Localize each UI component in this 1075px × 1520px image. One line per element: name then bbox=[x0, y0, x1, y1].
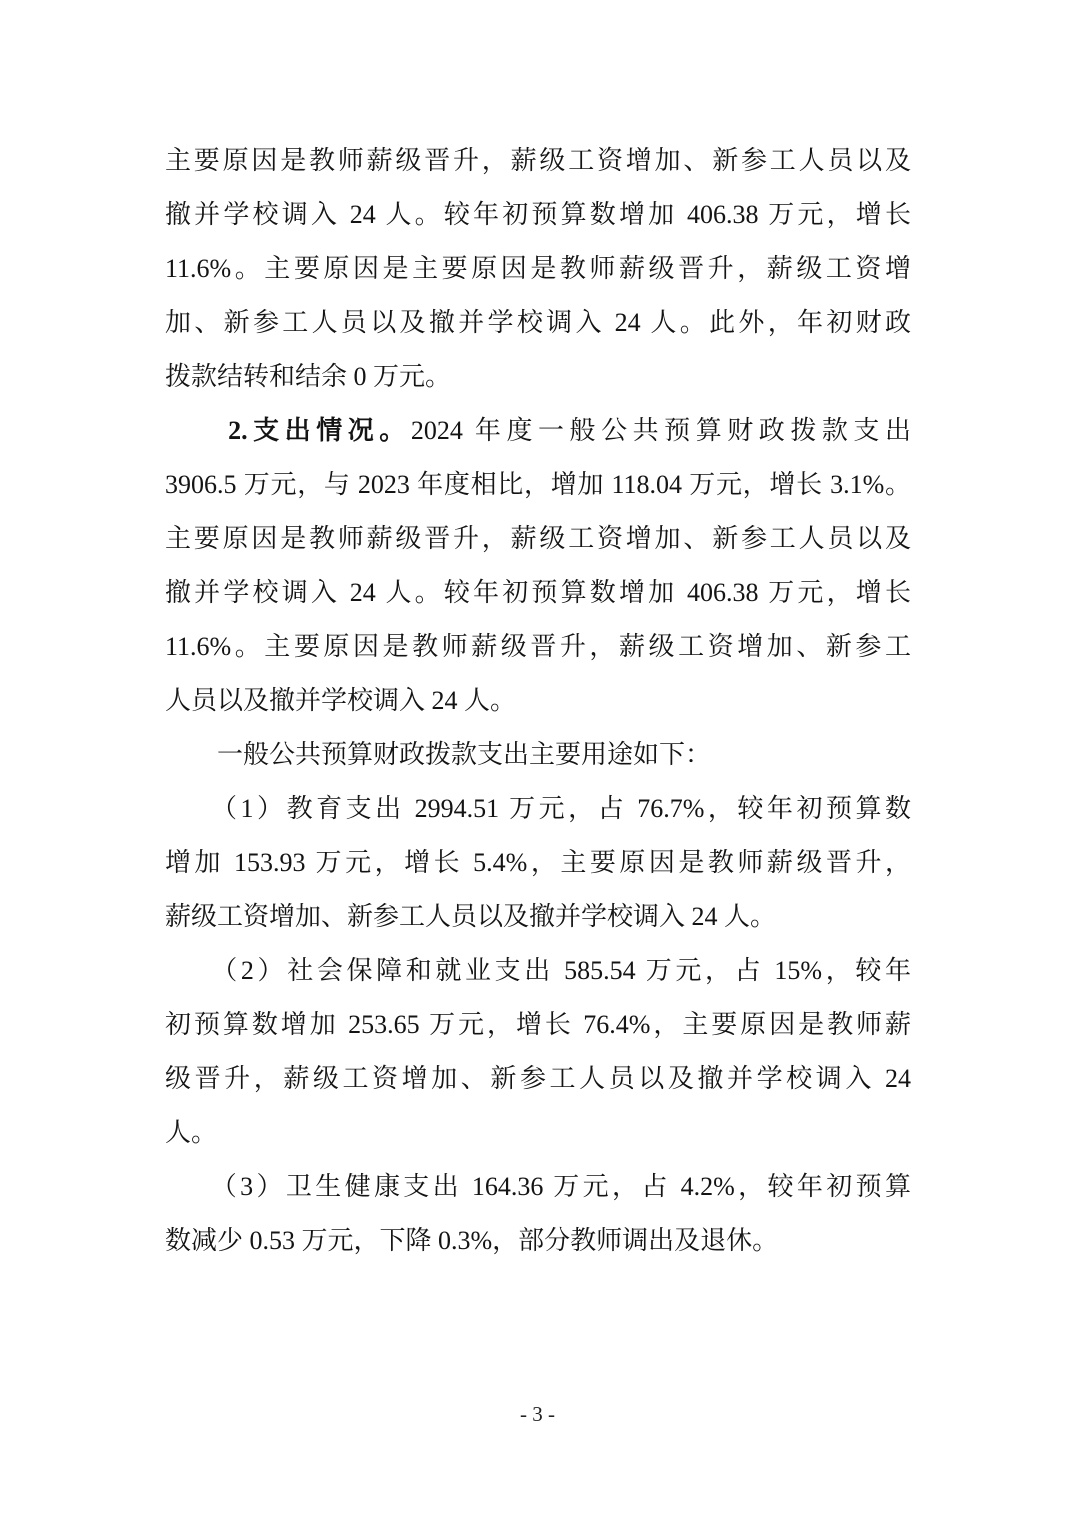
text-line: 人。 bbox=[165, 1118, 218, 1147]
text-line: 增加 153.93 万元，增长 5.4%，主要原因是教师薪级晋升， bbox=[165, 848, 911, 877]
text-line: （2）社会保障和就业支出 585.54 万元，占 15%，较年 bbox=[165, 956, 911, 985]
text-run: 2024 年度一般公共预算财政拨款支出 bbox=[410, 416, 911, 445]
text-line: 主要原因是教师薪级晋升，薪级工资增加、新参工人员以及 bbox=[165, 146, 911, 175]
text-line: 级晋升，薪级工资增加、新参工人员以及撤并学校调入 24 bbox=[165, 1064, 911, 1093]
text-line: 主要原因是教师薪级晋升，薪级工资增加、新参工人员以及 bbox=[165, 524, 911, 553]
body-text bbox=[165, 134, 911, 1268]
text-line: 数减少 0.53 万元，下降 0.3%，部分教师调出及退休。 bbox=[165, 1226, 779, 1255]
text-line: 加、新参工人员以及撤并学校调入 24 人。此外，年初财政 bbox=[165, 308, 911, 337]
text-line: 11.6%。主要原因是教师薪级晋升，薪级工资增加、新参工 bbox=[165, 632, 911, 661]
text-line: 3906.5 万元，与 2023 年度相比，增加 118.04 万元，增长 3.1%。 bbox=[165, 470, 911, 499]
text-line: 人员以及撤并学校调入 24 人。 bbox=[165, 686, 517, 715]
text-line: （3）卫生健康支出 164.36 万元，占 4.2%，较年初预算 bbox=[165, 1172, 911, 1201]
text-line: 拨款结转和结余 0 万元。 bbox=[165, 362, 452, 391]
text-line: （1）教育支出 2994.51 万元，占 76.7%，较年初预算数 bbox=[165, 794, 911, 823]
page-number: - 3 - bbox=[520, 1402, 555, 1426]
text-line: 11.6%。主要原因是主要原因是教师薪级晋升，薪级工资增 bbox=[165, 254, 911, 283]
section-heading-run: 2.支出情况。 bbox=[165, 416, 411, 445]
text-line: 初预算数增加 253.65 万元，增长 76.4%，主要原因是教师薪 bbox=[165, 1010, 911, 1039]
text-line: 薪级工资增加、新参工人员以及撤并学校调入 24 人。 bbox=[165, 902, 777, 931]
text-line: 一般公共预算财政拨款支出主要用途如下： bbox=[165, 740, 712, 769]
text-line: 撤并学校调入 24 人。较年初预算数增加 406.38 万元，增长 bbox=[165, 578, 911, 607]
text-line bbox=[165, 404, 911, 458]
text-line: 撤并学校调入 24 人。较年初预算数增加 406.38 万元，增长 bbox=[165, 200, 911, 229]
